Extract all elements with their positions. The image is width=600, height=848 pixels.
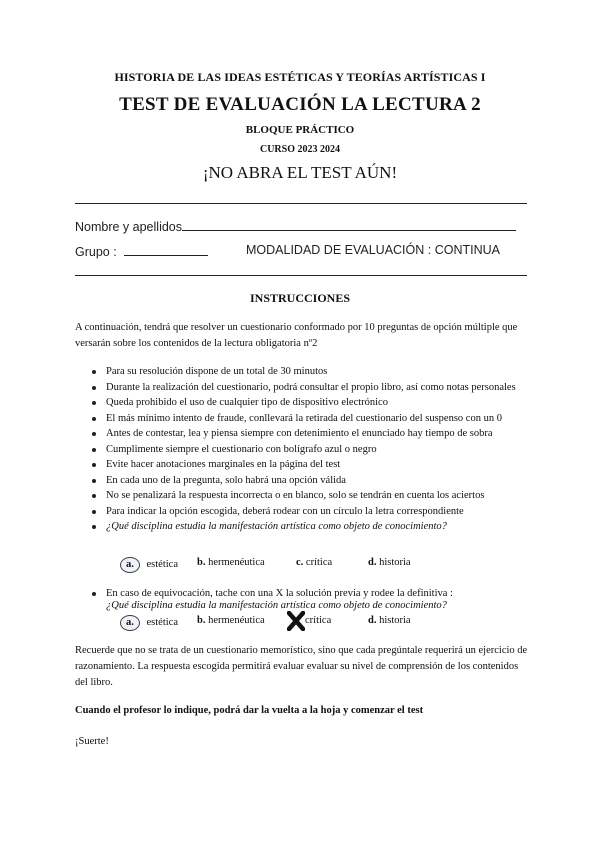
bullet-dot-icon [92, 448, 96, 452]
bullet-dot-icon [92, 525, 96, 529]
bullet-dot-icon [92, 479, 96, 483]
name-field[interactable] [75, 218, 516, 234]
option-c[interactable]: c. crítica [296, 557, 333, 568]
closing-paragraph: Recuerde que no se trata de un cuestionario memorístico, sino que cada pregúntale requerirá un ejercicio de razonamiento. La respuesta escogida permitirá evaluar evaluar su nivel de comprensión de los contenidos del libro. [75, 645, 528, 688]
option-b[interactable]: b. hermenéutica [197, 557, 265, 568]
bullet-dot-icon [92, 386, 96, 390]
list-item: Durante la realización del cuestionario, podrá consultar el propio libro, así como notas personales [75, 380, 525, 396]
bullet-dot-icon [92, 370, 96, 374]
circled-option-a[interactable]: a. [120, 557, 140, 573]
top-divider [75, 203, 527, 204]
group-field[interactable] [75, 243, 208, 259]
list-item [75, 519, 525, 535]
group-label: Grupo : [75, 245, 117, 259]
list-item: Queda prohibido el uso de cualquier tipo de dispositivo electrónico [75, 395, 525, 411]
warning-title: ¡NO ABRA EL TEST AÚN! [202, 163, 398, 182]
course-title: HISTORIA DE LAS IDEAS ESTÉTICAS Y TEORÍAS ARTÍSTICAS I [114, 70, 486, 84]
circled-option-a[interactable]: a. [120, 615, 140, 631]
option-a-text: estética [146, 559, 178, 570]
example-options-2 [120, 615, 540, 631]
list-item: En caso de equivocación, tache con una X la solución previa y rodee la definitiva : [75, 586, 525, 602]
list-item: Cumplimente siempre el cuestionario con bolígrafo azul o negro [75, 442, 525, 458]
bullet-dot-icon [92, 432, 96, 436]
final-note: Cuando el profesor lo indique, podrá dar la vuelta a la hoja y comenzar el test [75, 705, 424, 716]
name-blank[interactable] [182, 218, 516, 231]
option-d[interactable]: d. historia [368, 557, 411, 568]
example-question: ¿Qué disciplina estudia la manifestación artística como objeto de conocimiento? [106, 521, 447, 532]
good-luck: ¡Suerte! [75, 736, 109, 747]
group-blank[interactable] [124, 243, 208, 256]
instructions-title: INSTRUCCIONES [249, 291, 351, 305]
list-item: No se penalizará la respuesta incorrecta o en blanco, solo se tendrán en cuenta los aciertos [75, 488, 525, 504]
list-item: Para indicar la opción escogida, deberá rodear con un círculo la letra correspondiente [75, 504, 525, 520]
list-item: El más mínimo intento de fraude, conllevará la retirada del cuestionario del suspenso con un 0 [75, 411, 525, 427]
option-b[interactable]: b. hermenéutica [197, 615, 265, 626]
bullet-dot-icon [92, 494, 96, 498]
x-mark-icon [287, 611, 305, 631]
bullet-dot-icon [92, 510, 96, 514]
test-title: TEST DE EVALUACIÓN LA LECTURA 2 [119, 94, 481, 115]
instructions-list [75, 364, 525, 535]
option-c-crossed[interactable]: crítica [296, 615, 331, 626]
block-label: BLOQUE PRÁCTICO [245, 124, 355, 136]
bullet-dot-icon [92, 463, 96, 467]
example-options-1 [120, 557, 540, 573]
example-question-2: ¿Qué disciplina estudia la manifestación artística como objeto de conocimiento? [106, 600, 447, 611]
bullet-dot-icon [92, 592, 96, 596]
name-label: Nombre y apellidos [75, 220, 182, 234]
option-d[interactable]: d. historia [368, 615, 411, 626]
bullet-dot-icon [92, 401, 96, 405]
list-item: Evite hacer anotaciones marginales en la página del test [75, 457, 525, 473]
year-label: CURSO 2023 2024 [259, 144, 340, 155]
option-a-text: estética [146, 617, 178, 628]
intro-paragraph: A continuación, tendrá que resolver un cuestionario conformado por 10 preguntas de opción múltiple que versarán sobre los contenidos de la lectura obligatoria nº2 [75, 322, 518, 349]
bullet-dot-icon [92, 417, 96, 421]
modality-label: MODALIDAD DE EVALUACIÓN : CONTINUA [246, 243, 500, 257]
list-item: Para su resolución dispone de un total de 30 minutos [75, 364, 525, 380]
list-item: Antes de contestar, lea y piensa siempre con detenimiento el enunciado hay tiempo de sobra [75, 426, 525, 442]
bottom-divider [75, 275, 527, 276]
list-item: En cada uno de la pregunta, solo habrá una opción válida [75, 473, 525, 489]
